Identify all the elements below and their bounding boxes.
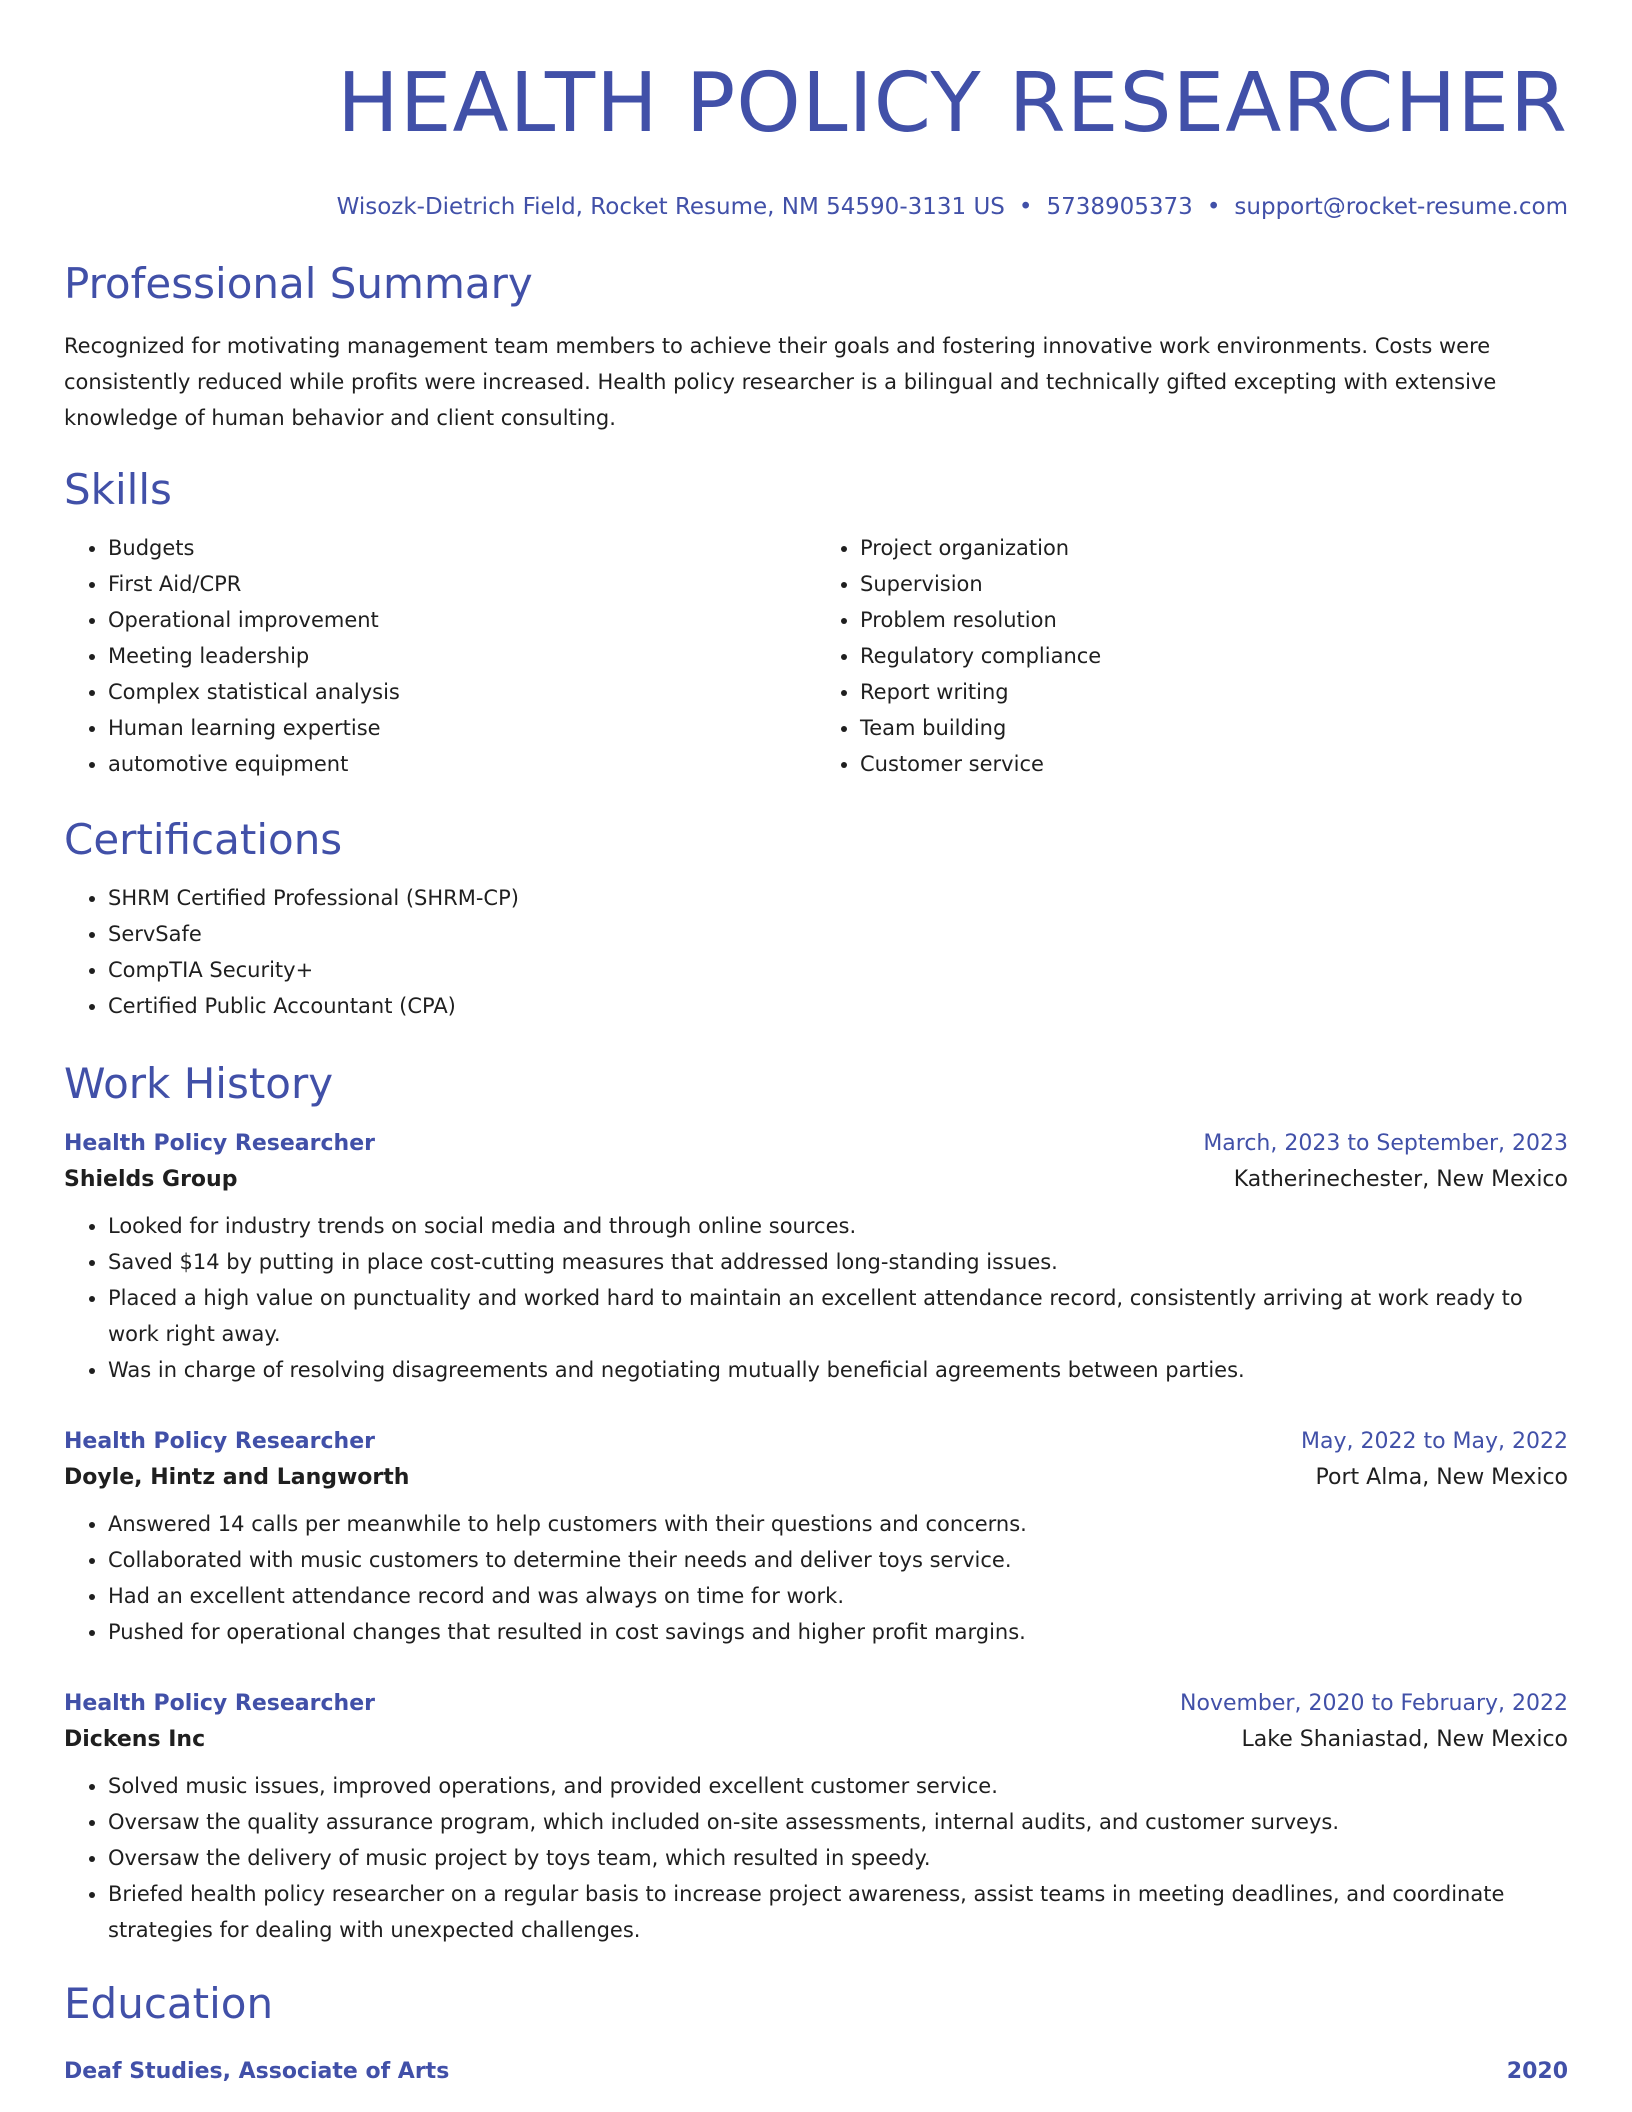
job-dates: March, 2023 to September, 2023 (1203, 1131, 1568, 1156)
certifications-section (64, 814, 1568, 1024)
skill-item: • Human learning expertise (108, 710, 816, 746)
contact-separator: • (1206, 194, 1221, 220)
job-bullet: • Solved music issues, improved operations, and provided excellent customer service. (108, 1768, 1568, 1804)
skill-item: • Customer service (860, 746, 1568, 782)
certification-item: • SHRM Certified Professional (SHRM-CP) (108, 880, 1568, 916)
contact-line (64, 192, 1568, 222)
skills-list-right (816, 530, 1568, 782)
job-bullet: • Placed a high value on punctuality and worked hard to maintain an excellent attendance record, consistently arriving at work ready to work right away. (108, 1280, 1568, 1352)
skill-item: • Complex statistical analysis (108, 674, 816, 710)
job-bullets (64, 1208, 1568, 1388)
contact-email[interactable]: support@rocket-resume.com (1234, 194, 1568, 220)
skill-item: • Team building (860, 710, 1568, 746)
job-title: Health Policy Researcher (64, 1131, 375, 1156)
job-bullet: • Oversaw the delivery of music project by toys team, which resulted in speedy. (108, 1840, 1568, 1876)
skill-item: • Operational improvement (108, 602, 816, 638)
skill-item: • Report writing (860, 674, 1568, 710)
job-location: Katherinechester, New Mexico (1233, 1167, 1568, 1192)
certifications-list (64, 880, 1568, 1024)
job-entry (64, 1424, 1568, 1650)
job-entry (64, 1126, 1568, 1388)
education-degree: Deaf Studies, Associate of Arts (64, 2059, 450, 2084)
job-location: Lake Shaniastad, New Mexico (1241, 1727, 1568, 1752)
job-bullet: • Collaborated with music customers to determine their needs and deliver toys service. (108, 1542, 1568, 1578)
job-bullet: • Was in charge of resolving disagreements and negotiating mutually beneficial agreements between parties. (108, 1352, 1568, 1388)
certification-item: • Certified Public Accountant (CPA) (108, 988, 1568, 1024)
job-title: Health Policy Researcher (64, 1429, 375, 1454)
education-heading: Education (64, 1979, 274, 2028)
education-year: 2020 (1506, 2059, 1568, 2084)
contact-separator: • (1018, 194, 1033, 220)
job-title: Health Policy Researcher (64, 1691, 375, 1716)
skill-item: • automotive equipment (108, 746, 816, 782)
job-bullet: • Had an excellent attendance record and was always on time for work. (108, 1578, 1568, 1614)
certification-item: • CompTIA Security+ (108, 952, 1568, 988)
job-bullet: • Answered 14 calls per meanwhile to help customers with their questions and concerns. (108, 1506, 1568, 1542)
job-bullet: • Saved $14 by putting in place cost-cutting measures that addressed long-standing issues. (108, 1244, 1568, 1280)
skills-section (64, 464, 1568, 782)
job-entry (64, 1686, 1568, 1948)
contact-address: Wisozk-Dietrich Field, Rocket Resume, NM 54590-3131 US (336, 194, 1005, 220)
skill-item: • Regulatory compliance (860, 638, 1568, 674)
job-bullet: • Oversaw the quality assurance program, which included on-site assessments, internal audits, and customer surveys. (108, 1804, 1568, 1840)
job-bullets (64, 1506, 1568, 1650)
work-history-heading: Work History (64, 1059, 334, 1108)
skill-item: • Problem resolution (860, 602, 1568, 638)
resume-title: HEALTH POLICY RESEARCHER (337, 56, 1568, 151)
education-section (64, 1978, 1568, 2090)
job-bullet: • Pushed for operational changes that resulted in cost savings and higher profit margins. (108, 1614, 1568, 1650)
work-history-section (64, 1058, 1568, 1948)
job-bullets (64, 1768, 1568, 1948)
summary-heading: Professional Summary (64, 259, 533, 308)
skill-item: • Supervision (860, 566, 1568, 602)
summary-text: Recognized for motivating management team members to achieve their goals and fostering innovative work environments. Costs were consistently reduced while profits were increased. Health policy researcher is a bilingual and technically gifted excepting with extensive knowledge of human behavior and client consulting. (64, 334, 1497, 430)
summary-section (64, 258, 1568, 436)
certification-item: • ServSafe (108, 916, 1568, 952)
job-bullet: • Looked for industry trends on social media and through online sources. (108, 1208, 1568, 1244)
job-company: Shields Group (64, 1167, 238, 1192)
job-dates: November, 2020 to February, 2022 (1180, 1691, 1568, 1716)
contact-phone: 5738905373 (1046, 194, 1193, 220)
job-dates: May, 2022 to May, 2022 (1301, 1429, 1568, 1454)
skills-heading: Skills (64, 465, 172, 514)
skill-item: • Budgets (108, 530, 816, 566)
job-location: Port Alma, New Mexico (1315, 1465, 1568, 1490)
job-company: Doyle, Hintz and Langworth (64, 1465, 410, 1490)
skill-item: • Meeting leadership (108, 638, 816, 674)
skills-list-left (64, 530, 816, 782)
skill-item: • First Aid/CPR (108, 566, 816, 602)
job-company: Dickens Inc (64, 1727, 206, 1752)
skill-item: • Project organization (860, 530, 1568, 566)
certifications-heading: Certifications (64, 815, 343, 864)
job-bullet: • Briefed health policy researcher on a regular basis to increase project awareness, assist teams in meeting deadlines, and coordinate strategies for dealing with unexpected challenges. (108, 1876, 1568, 1948)
